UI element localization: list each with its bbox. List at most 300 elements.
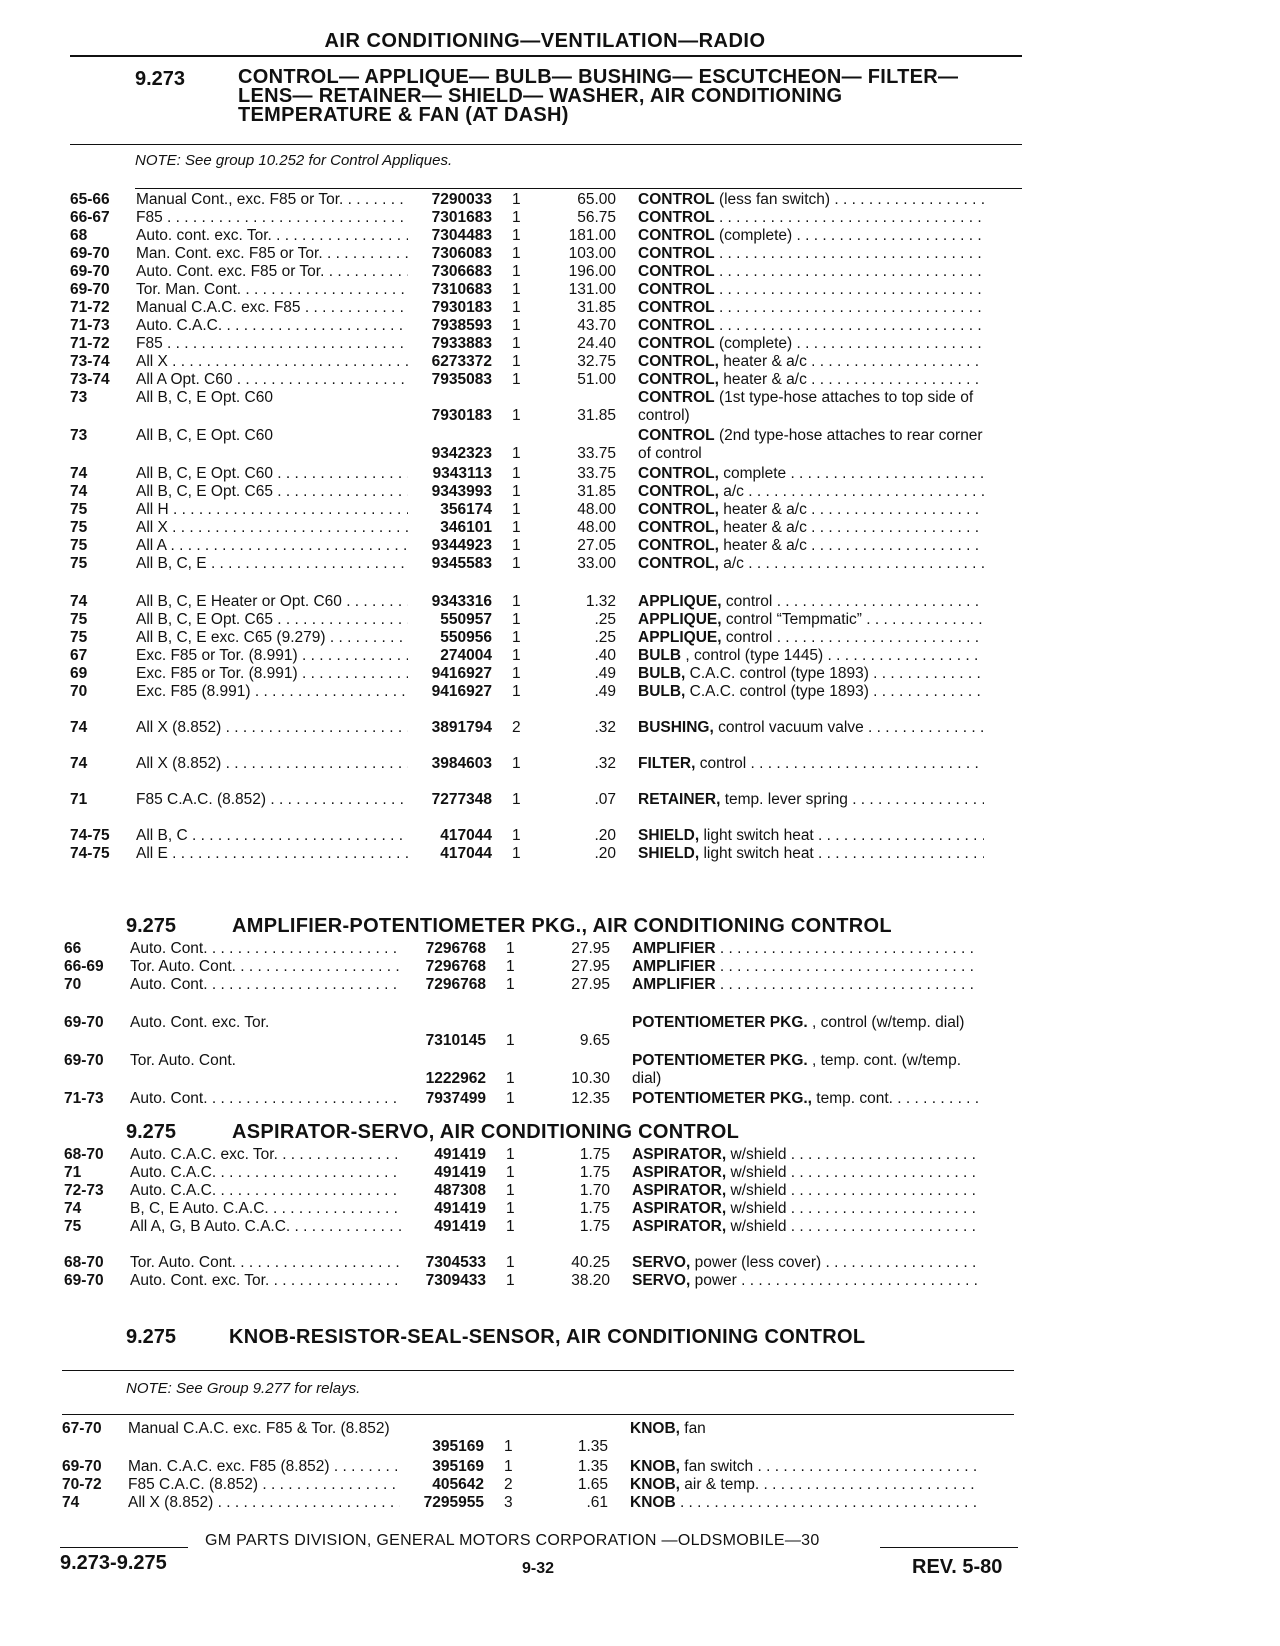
- part-name: CONTROL: [638, 427, 715, 444]
- footer-rule-left: [60, 1547, 188, 1548]
- application: Auto. Cont. exc. F85 or Tor. . . .: [136, 263, 408, 281]
- model-year: 71-73: [64, 1090, 104, 1107]
- price: 1.75: [579, 1218, 610, 1235]
- part-number: 6273372: [431, 353, 492, 370]
- application: Auto. C.A.C. . . .: [136, 317, 408, 335]
- quantity: 1: [512, 227, 521, 244]
- part-number: 491419: [434, 1164, 486, 1181]
- part-name: SERVO,: [632, 1254, 691, 1271]
- quantity: 1: [512, 593, 521, 610]
- price: 48.00: [577, 501, 616, 518]
- part-name: POTENTIOMETER PKG.: [632, 1052, 808, 1069]
- table-row: [70, 465, 990, 484]
- model-year: 66: [64, 940, 82, 957]
- part-number: 7295955: [423, 1494, 484, 1511]
- section-number: 9.275: [126, 1121, 177, 1143]
- footer-rule-right: [880, 1547, 1018, 1548]
- model-year: 69-70: [70, 281, 110, 298]
- model-year: 71: [64, 1164, 82, 1181]
- application: All A Opt. C60 . . .: [136, 371, 408, 389]
- table-row: [64, 1014, 984, 1052]
- part-description: [630, 1494, 976, 1512]
- quantity: 1: [504, 1458, 513, 1475]
- part-detail: (complete): [714, 227, 793, 244]
- part-name: AMPLIFIER: [632, 976, 716, 993]
- table-row: [70, 371, 990, 390]
- quantity: 1: [512, 827, 521, 844]
- part-detail: control: [721, 593, 773, 610]
- section-note: NOTE: See Group 9.277 for relays.: [126, 1380, 361, 1397]
- part-number: 7306683: [431, 263, 492, 280]
- part-detail: , control (type 1445): [681, 647, 824, 664]
- table-row: [70, 191, 990, 210]
- part-detail: a/c: [718, 555, 744, 572]
- part-name: CONTROL,: [638, 501, 719, 518]
- model-year: 70-72: [62, 1476, 102, 1493]
- part-name: SERVO,: [632, 1272, 691, 1289]
- model-year: 73: [70, 389, 88, 406]
- price: .07: [594, 791, 616, 808]
- quantity: 1: [512, 611, 521, 628]
- part-number: 9416927: [431, 665, 492, 682]
- quantity: 1: [506, 1146, 515, 1163]
- model-year: 71-73: [70, 317, 110, 334]
- table-row: [64, 1182, 984, 1201]
- model-year: 75: [70, 519, 88, 536]
- part-name: KNOB,: [630, 1420, 680, 1437]
- price: 31.85: [577, 299, 616, 316]
- model-year: 69-70: [64, 1014, 104, 1031]
- quantity: 1: [506, 1254, 515, 1271]
- table-row: [70, 665, 990, 684]
- part-detail: w/shield: [726, 1146, 787, 1163]
- part-name: SHIELD,: [638, 845, 700, 862]
- section-title: CONTROL— APPLIQUE— BULB— BUSHING— ESCUTCHEON— FILTER— LENS— RETAINER— SHIELD— WASHER, AIR CONDITIONING TEMPERATURE & FAN (AT DASH): [238, 66, 959, 126]
- part-description: [632, 1146, 978, 1164]
- part-number: 491419: [434, 1146, 486, 1163]
- part-detail: (2nd type-hose attaches to rear corner of control: [638, 427, 983, 462]
- part-number: 417044: [440, 845, 492, 862]
- model-year: 71-72: [70, 335, 110, 352]
- part-detail: C.A.C. control (type 1893): [685, 683, 869, 700]
- part-name: ASPIRATOR,: [632, 1146, 727, 1163]
- quantity: 1: [506, 958, 515, 975]
- part-description: [632, 1090, 978, 1108]
- table-row: [70, 683, 990, 702]
- part-description: [632, 940, 978, 958]
- price: 31.85: [577, 407, 616, 424]
- part-description: [632, 1254, 978, 1272]
- part-description: [638, 519, 984, 537]
- part-name: CONTROL: [638, 263, 715, 280]
- section-title: KNOB-RESISTOR-SEAL-SENSOR, AIR CONDITIONING CONTROL: [229, 1326, 866, 1348]
- part-detail: temp. lever spring: [720, 791, 848, 808]
- quantity: 1: [512, 353, 521, 370]
- model-year: 73-74: [70, 371, 110, 388]
- model-year: 74-75: [70, 845, 110, 862]
- table-row: [70, 537, 990, 556]
- part-description: [638, 389, 984, 427]
- part-number: 7310683: [431, 281, 492, 298]
- table-row: [70, 555, 990, 574]
- part-name: BULB,: [638, 665, 686, 682]
- quantity: 1: [506, 1182, 515, 1199]
- price: .61: [586, 1494, 608, 1511]
- quantity: 1: [506, 976, 515, 993]
- part-description: [630, 1476, 976, 1494]
- quantity: 1: [512, 483, 521, 500]
- table-row: [70, 227, 990, 246]
- model-year: 74: [70, 755, 88, 772]
- table-row: [70, 611, 990, 630]
- quantity: 1: [506, 1070, 515, 1087]
- section-note: NOTE: See group 10.252 for Control Appliques.: [135, 152, 453, 169]
- price: 1.75: [579, 1200, 610, 1217]
- quantity: 1: [504, 1438, 513, 1455]
- table-row: [64, 1146, 984, 1165]
- price: 1.35: [577, 1438, 608, 1455]
- application: All X . . .: [136, 519, 408, 537]
- model-year: 67: [70, 647, 88, 664]
- application: Auto. Cont. . . .: [130, 940, 402, 958]
- part-description: [638, 827, 984, 845]
- part-number: 7930183: [431, 407, 492, 424]
- model-year: 74: [64, 1200, 82, 1217]
- application: Tor. Man. Cont. . . .: [136, 281, 408, 299]
- part-detail: temp. cont.: [811, 1090, 893, 1107]
- part-number: 491419: [434, 1218, 486, 1235]
- part-number: 7296768: [425, 940, 486, 957]
- application: Exc. F85 or Tor. (8.991) . . .: [136, 647, 408, 665]
- price: 65.00: [577, 191, 616, 208]
- price: 33.75: [577, 445, 616, 462]
- application: All H . . .: [136, 501, 408, 519]
- quantity: 1: [512, 519, 521, 536]
- table-row: [70, 593, 990, 612]
- part-name: CONTROL,: [638, 483, 719, 500]
- price: 1.75: [579, 1164, 610, 1181]
- part-description: [632, 1182, 978, 1200]
- quantity: 1: [512, 845, 521, 862]
- quantity: 2: [512, 719, 521, 736]
- part-detail: fan: [679, 1420, 706, 1437]
- table-row: [70, 501, 990, 520]
- part-name: KNOB: [630, 1494, 676, 1511]
- model-year: 69-70: [64, 1052, 104, 1069]
- section-title: ASPIRATOR-SERVO, AIR CONDITIONING CONTROL: [232, 1121, 740, 1143]
- part-name: CONTROL,: [638, 465, 719, 482]
- part-detail: heater & a/c: [718, 501, 807, 518]
- section-number: 9.275: [126, 1326, 177, 1348]
- part-number: 9343316: [431, 593, 492, 610]
- quantity: 1: [512, 629, 521, 646]
- price: .40: [594, 647, 616, 664]
- section-number: 9.275: [126, 915, 177, 937]
- part-description: [638, 245, 984, 263]
- part-description: [638, 845, 984, 863]
- part-name: FILTER,: [638, 755, 696, 772]
- running-head: AIR CONDITIONING—VENTILATION—RADIO: [324, 30, 766, 52]
- part-name: CONTROL,: [638, 371, 719, 388]
- part-number: 274004: [440, 647, 492, 664]
- part-name: APPLIQUE,: [638, 629, 722, 646]
- quantity: 1: [512, 209, 521, 226]
- part-description: [638, 683, 984, 701]
- part-detail: heater & a/c: [718, 353, 807, 370]
- quantity: 1: [512, 755, 521, 772]
- price: 1.70: [579, 1182, 610, 1199]
- application: Man. C.A.C. exc. F85 (8.852) . . .: [128, 1458, 400, 1476]
- application: F85 . . .: [136, 209, 408, 227]
- application: Auto. C.A.C. . . .: [130, 1164, 402, 1182]
- part-number: 7290033: [431, 191, 492, 208]
- quantity: 2: [504, 1476, 513, 1493]
- part-number: 7304533: [425, 1254, 486, 1271]
- part-description: [632, 958, 978, 976]
- quantity: 3: [504, 1494, 513, 1511]
- part-name: CONTROL: [638, 389, 715, 406]
- table-row: [70, 317, 990, 336]
- part-number: 9342323: [431, 445, 492, 462]
- part-detail: power (less cover): [690, 1254, 822, 1271]
- part-number: 7277348: [431, 791, 492, 808]
- application: All A, G, B Auto. C.A.C. . . .: [130, 1218, 402, 1236]
- table-row: [70, 353, 990, 372]
- model-year: 69: [70, 665, 88, 682]
- part-number: 417044: [440, 827, 492, 844]
- price: 1.75: [579, 1146, 610, 1163]
- part-name: KNOB,: [630, 1476, 680, 1493]
- quantity: 1: [512, 317, 521, 334]
- quantity: 1: [512, 191, 521, 208]
- part-name: KNOB,: [630, 1458, 680, 1475]
- application: Auto. C.A.C. exc. Tor. . . .: [130, 1146, 402, 1164]
- model-year: 66-69: [64, 958, 104, 975]
- model-year: 74: [70, 593, 88, 610]
- model-year: 69-70: [62, 1458, 102, 1475]
- model-year: 74-75: [70, 827, 110, 844]
- part-description: [632, 1052, 978, 1090]
- price: 31.85: [577, 483, 616, 500]
- part-description: [638, 647, 984, 665]
- table-row: [64, 1218, 984, 1237]
- part-description: [638, 353, 984, 371]
- part-detail: w/shield: [726, 1182, 787, 1199]
- quantity: 1: [506, 1200, 515, 1217]
- part-name: APPLIQUE,: [638, 611, 722, 628]
- model-year: 75: [64, 1218, 82, 1235]
- model-year: 74: [70, 465, 88, 482]
- part-detail: C.A.C. control (type 1893): [685, 665, 869, 682]
- application: F85 C.A.C. (8.852) . . .: [128, 1476, 400, 1494]
- quantity: 1: [506, 1272, 515, 1289]
- part-description: [638, 371, 984, 389]
- model-year: 70: [64, 976, 82, 993]
- part-detail: (less fan switch): [714, 191, 831, 208]
- application: Man. Cont. exc. F85 or Tor. . . .: [136, 245, 408, 263]
- application: All X (8.852) . . .: [136, 719, 408, 737]
- price: 24.40: [577, 335, 616, 352]
- price: .25: [594, 611, 616, 628]
- part-description: [638, 209, 984, 227]
- part-number: 9344923: [431, 537, 492, 554]
- model-year: 74: [70, 719, 88, 736]
- part-number: 9343993: [431, 483, 492, 500]
- table-row: [70, 209, 990, 228]
- part-description: [632, 1164, 978, 1182]
- quantity: 1: [512, 555, 521, 572]
- application: All B, C, E exc. C65 (9.279) . . .: [136, 629, 408, 647]
- part-name: ASPIRATOR,: [632, 1200, 727, 1217]
- price: 1.35: [577, 1458, 608, 1475]
- section-rule: [70, 144, 1022, 145]
- model-year: 71: [70, 791, 88, 808]
- application: All B, C, E Opt. C60: [136, 427, 273, 444]
- part-detail: , temp. cont. (w/temp. dial): [632, 1052, 962, 1087]
- model-year: 72-73: [64, 1182, 104, 1199]
- model-year: 75: [70, 537, 88, 554]
- quantity: 1: [512, 281, 521, 298]
- part-name: AMPLIFIER: [632, 940, 716, 957]
- footer-page-number: 9-32: [522, 1560, 555, 1577]
- application: Auto. Cont. exc. Tor. . . .: [130, 1272, 402, 1290]
- price: 131.00: [568, 281, 616, 298]
- part-detail: control vacuum valve: [713, 719, 864, 736]
- part-detail: , control (w/temp. dial): [807, 1014, 965, 1031]
- price: 32.75: [577, 353, 616, 370]
- part-detail: heater & a/c: [718, 519, 807, 536]
- table-row: [70, 827, 990, 846]
- application: F85 C.A.C. (8.852) . . .: [136, 791, 408, 809]
- part-description: [638, 555, 984, 573]
- model-year: 68-70: [64, 1254, 104, 1271]
- part-number: 7310145: [425, 1032, 486, 1049]
- quantity: 1: [512, 537, 521, 554]
- part-name: ASPIRATOR,: [632, 1182, 727, 1199]
- part-number: 395169: [432, 1438, 484, 1455]
- table-row: [70, 335, 990, 354]
- application: Tor. Auto. Cont. . . .: [130, 958, 402, 976]
- part-detail: heater & a/c: [718, 537, 807, 554]
- table-row: [64, 958, 984, 977]
- quantity: 1: [512, 501, 521, 518]
- application: Tor. Auto. Cont. . . .: [130, 1254, 402, 1272]
- price: 9.65: [579, 1032, 610, 1049]
- part-description: [638, 299, 984, 317]
- part-description: [638, 719, 984, 737]
- table-row: [70, 483, 990, 502]
- quantity: 1: [506, 1032, 515, 1049]
- note-rule: [135, 188, 1022, 189]
- application: Auto. Cont. . . .: [130, 976, 402, 994]
- note-rule: [62, 1414, 1014, 1415]
- part-detail: heater & a/c: [718, 371, 807, 388]
- part-number: 7301683: [431, 209, 492, 226]
- quantity: 1: [512, 263, 521, 280]
- footer-revision: REV. 5-80: [912, 1556, 1003, 1578]
- part-name: SHIELD,: [638, 827, 700, 844]
- table-row: [70, 427, 990, 465]
- price: 27.95: [571, 976, 610, 993]
- model-year: 71-72: [70, 299, 110, 316]
- quantity: 1: [512, 299, 521, 316]
- part-name: CONTROL: [638, 191, 715, 208]
- application: All E . . .: [136, 845, 408, 863]
- part-detail: w/shield: [726, 1218, 787, 1235]
- part-name: CONTROL,: [638, 555, 719, 572]
- application: All B, C . . .: [136, 827, 408, 845]
- part-number: 395169: [432, 1458, 484, 1475]
- part-number: 550956: [440, 629, 492, 646]
- application: All B, C, E Opt. C60 . . .: [136, 465, 408, 483]
- application: Auto. C.A.C. . . .: [130, 1182, 402, 1200]
- quantity: 1: [512, 465, 521, 482]
- part-name: ASPIRATOR,: [632, 1164, 727, 1181]
- table-row: [70, 719, 990, 738]
- application: Exc. F85 or Tor. (8.991) . . .: [136, 665, 408, 683]
- price: 181.00: [568, 227, 616, 244]
- application: All B, C, E Opt. C65 . . .: [136, 611, 408, 629]
- table-row: [70, 245, 990, 264]
- price: .20: [594, 845, 616, 862]
- part-description: [638, 317, 984, 335]
- part-detail: control “Tempmatic”: [721, 611, 862, 628]
- table-row: [70, 647, 990, 666]
- table-row: [64, 976, 984, 995]
- table-row: [64, 1200, 984, 1219]
- model-year: 68: [70, 227, 88, 244]
- part-name: CONTROL: [638, 317, 715, 334]
- part-description: [632, 1272, 978, 1290]
- part-detail: power: [690, 1272, 737, 1289]
- table-row: [70, 791, 990, 810]
- part-name: CONTROL,: [638, 537, 719, 554]
- application: Auto. Cont. . . .: [130, 1090, 402, 1108]
- part-description: [638, 629, 984, 647]
- application: Tor. Auto. Cont.: [130, 1052, 236, 1069]
- table-row: [64, 1254, 984, 1273]
- table-row: [64, 940, 984, 959]
- part-description: [632, 1014, 978, 1052]
- price: 38.20: [571, 1272, 610, 1289]
- part-number: 7937499: [425, 1090, 486, 1107]
- part-description: [638, 335, 984, 353]
- part-detail: w/shield: [726, 1200, 787, 1217]
- part-number: 487308: [434, 1182, 486, 1199]
- quantity: 1: [512, 445, 521, 462]
- quantity: 1: [506, 1090, 515, 1107]
- part-description: [638, 501, 984, 519]
- part-detail: (complete): [714, 335, 793, 352]
- part-number: 9345583: [431, 555, 492, 572]
- application: All B, C, E Opt. C65 . . .: [136, 483, 408, 501]
- application: Auto. Cont. exc. Tor.: [130, 1014, 270, 1031]
- part-name: BULB,: [638, 683, 686, 700]
- part-description: [638, 593, 984, 611]
- part-detail: control: [695, 755, 747, 772]
- part-name: POTENTIOMETER PKG.: [632, 1014, 808, 1031]
- part-description: [638, 465, 984, 483]
- price: 1.65: [577, 1476, 608, 1493]
- model-year: 75: [70, 611, 88, 628]
- model-year: 70: [70, 683, 88, 700]
- price: 33.00: [577, 555, 616, 572]
- quantity: 1: [512, 335, 521, 352]
- table-row: [62, 1476, 982, 1495]
- part-description: [638, 263, 984, 281]
- part-number: 405642: [432, 1476, 484, 1493]
- application: Manual C.A.C. exc. F85 . . .: [136, 299, 408, 317]
